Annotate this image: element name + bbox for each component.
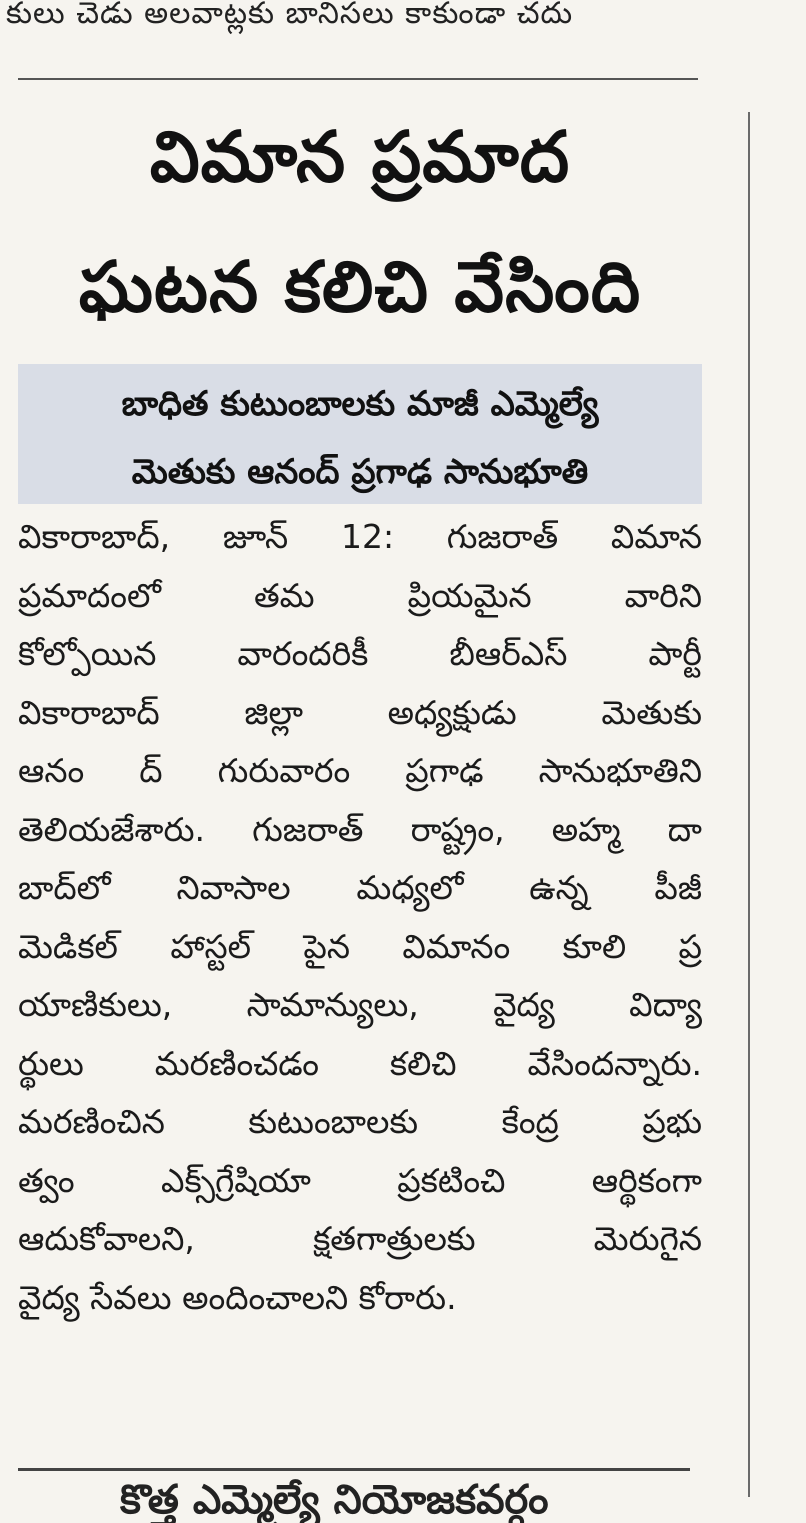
body-line: ఆదుకోవాలని, క్షతగాత్రులకు మెరుగైన bbox=[18, 1219, 702, 1258]
body-line: వికారాబాద్, జూన్ 12: గుజరాత్ విమాన bbox=[18, 517, 702, 556]
body-line: బాద్‌లో నివాసాల మధ్యలో ఉన్న పీజీ bbox=[18, 868, 702, 907]
body-line: ప్రమాదంలో తమ ప్రియమైన వారిని bbox=[18, 575, 702, 615]
headline-line-2: ఘటన కలిచి వేసింది bbox=[78, 246, 642, 328]
body-line: వికారాబాద్ జిల్లా అధ్యక్షుడు మెతుకు bbox=[18, 692, 702, 732]
next-article-headline: కొత్త ఎమ్మెల్యే నియోజకవర్గం bbox=[120, 1477, 549, 1523]
article-subheadline bbox=[18, 364, 702, 504]
body-line: ర్థులు మరణించడం కలిచి వేసిందన్నారు. bbox=[18, 1043, 702, 1083]
news-article bbox=[18, 92, 702, 1327]
body-line: మరణించిన కుటుంబాలకు కేంద్ర ప్రభు bbox=[18, 1102, 702, 1141]
body-line: యాణికులు, సామాన్యులు, వైద్య విద్యా bbox=[18, 985, 702, 1024]
previous-article-last-line: కులు చెడు అలవాట్లకు బానిసలు కాకుండా చదు bbox=[6, 0, 574, 31]
subheadline-line-1: బాధిత కుటుంబాలకు మాజీ ఎమ్మెల్యే bbox=[121, 384, 599, 424]
column-divider-horizontal bbox=[18, 78, 698, 80]
body-line: కోల్పోయిన వారందరికీ బీఆర్ఎస్ పార్టీ bbox=[18, 634, 702, 673]
subheadline-line-2: మెతుకు ఆనంద్ ప్రగాఢ సానుభూతి bbox=[131, 452, 589, 492]
body-line: వైద్య సేవలు అందించాలని కోరారు. bbox=[18, 1277, 457, 1317]
body-line: తెలియజేశారు. గుజరాత్ రాష్ట్రం, అహ్మ దా bbox=[18, 809, 702, 849]
article-end-rule bbox=[18, 1468, 690, 1471]
article-headline bbox=[18, 92, 702, 352]
column-divider-vertical bbox=[748, 112, 750, 1497]
body-line: మెడికల్ హాస్టల్ పైన విమానం కూలి ప్ర bbox=[18, 926, 702, 966]
body-line: త్వం ఎక్స్‌గ్రేషియా ప్రకటించి ఆర్థికంగా bbox=[18, 1160, 702, 1200]
article-body bbox=[18, 508, 702, 1327]
body-line: ఆనం ద్ గురువారం ప్రగాఢ సానుభూతిని bbox=[18, 751, 702, 790]
headline-line-1: విమాన ప్రమాద bbox=[149, 116, 571, 198]
